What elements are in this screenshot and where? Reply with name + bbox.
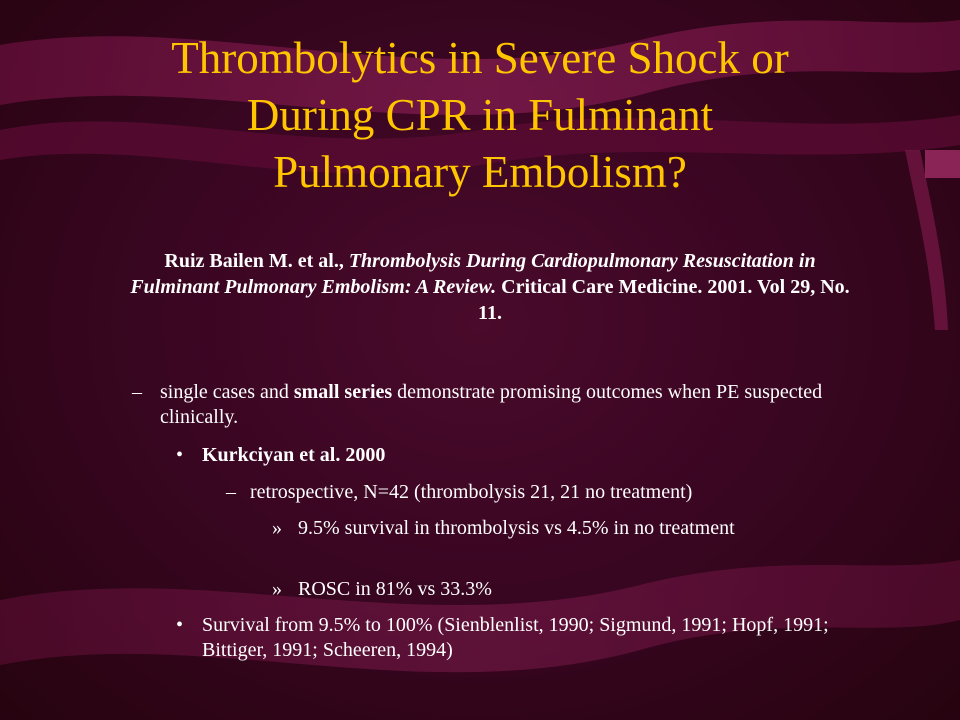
slide-title-line-3: Pulmonary Embolism? bbox=[273, 147, 687, 197]
list-item-emphasis: small series bbox=[293, 381, 393, 403]
slide-title-line-1: Thrombolytics in Severe Shock or bbox=[171, 33, 789, 83]
list-item bbox=[176, 443, 856, 468]
list-item-text: single cases and bbox=[160, 381, 294, 403]
citation-article-title: Thrombolysis During Cardiopulmonary Resuscitation in Fulminant Pulmonary Embolism: A Review. bbox=[130, 250, 816, 298]
list-item-text: Kurkciyan et al. 2000 bbox=[202, 444, 386, 466]
list-item bbox=[272, 577, 812, 602]
slide-title-line-2: During CPR in Fulminant bbox=[246, 90, 714, 140]
list-item bbox=[226, 480, 866, 505]
list-item-text-end: demonstrate promising outcomes when PE suspected clinically. bbox=[160, 381, 823, 428]
dash-marker: – bbox=[132, 381, 142, 403]
dash-marker: – bbox=[226, 481, 236, 503]
list-item-text: retrospective, N=42 (thrombolysis 21, 21 no treatment) bbox=[250, 481, 693, 503]
list-item bbox=[132, 380, 852, 430]
list-item-text: 9.5% survival in thrombolysis vs 4.5% in no treatment bbox=[298, 517, 735, 539]
citation bbox=[120, 248, 860, 326]
bullet-marker: • bbox=[176, 444, 184, 466]
citation-authors: Ruiz Bailen M. et al., bbox=[164, 250, 349, 272]
chevron-marker: » bbox=[272, 578, 282, 600]
bullet-marker: • bbox=[176, 614, 184, 636]
list-item bbox=[176, 613, 856, 663]
list-item-text: Survival from 9.5% to 100% (Sienblenlist, 1990; Sigmund, 1991; Hopf, 1991; Bittiger, 1991; Scheeren, 1994) bbox=[202, 614, 829, 661]
slide-title bbox=[60, 30, 900, 201]
chevron-marker: » bbox=[272, 517, 282, 539]
list-item bbox=[272, 516, 812, 541]
list-item-text: ROSC in 81% vs 33.3% bbox=[298, 578, 492, 600]
citation-source: Critical Care Medicine. 2001. Vol 29, No. 11. bbox=[478, 276, 850, 324]
